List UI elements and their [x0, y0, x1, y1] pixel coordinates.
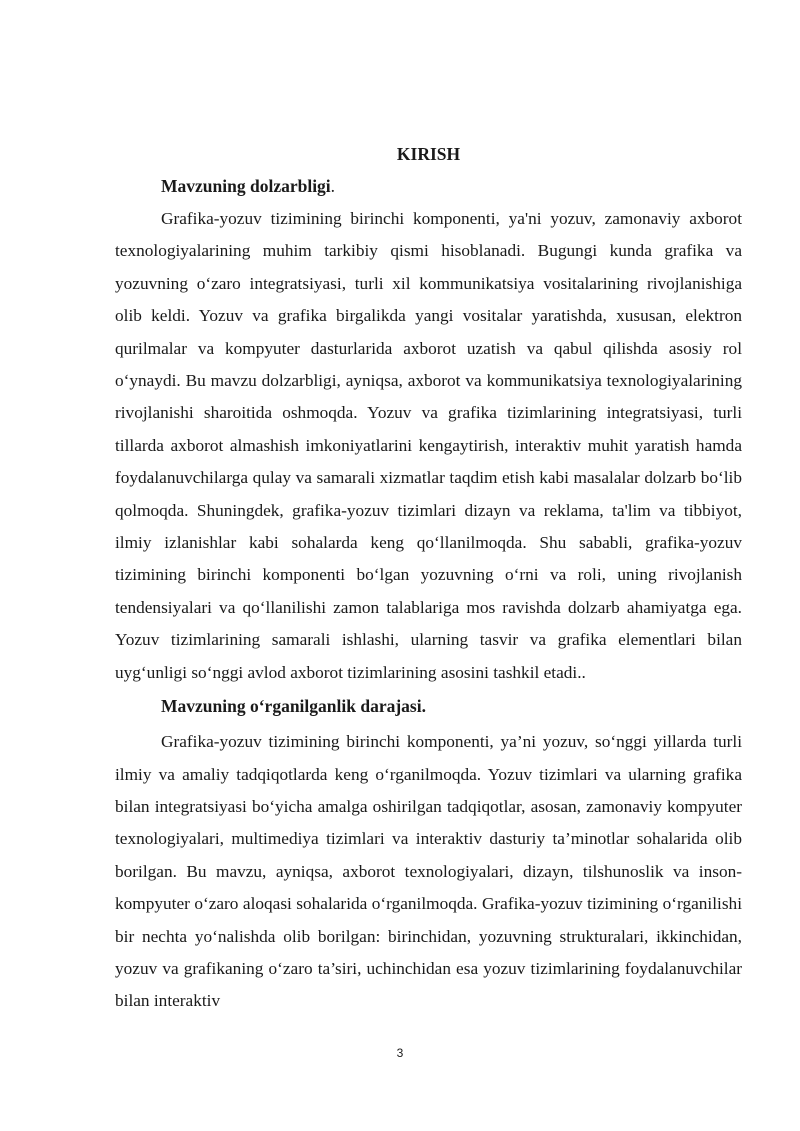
section-heading-relevance-suffix: . [330, 176, 336, 196]
page-title: KIRISH [396, 144, 461, 164]
section-heading-relevance [115, 176, 742, 196]
section-heading-relevance-text: Mavzuning dolzarbligi [161, 176, 331, 196]
section-heading-study-degree: Mavzuning o‘rganilganlik darajasi. [161, 696, 426, 717]
document-page [115, 144, 742, 1018]
section-paragraph-relevance: Grafika-yozuv tizimining birinchi komponenti, ya'ni yozuv, zamonaviy axborot texnologiyalarining muhim tarkibiy qismi hisoblanadi. Bugungi kunda grafika va yozuvning o‘zaro integratsiyasi, turli xil kommunikatsiya vositalarining rivojlanishiga olib keldi. Yozuv va grafika birgalikda yangi vositalar yaratishda, xususan, elektron qurilmalar va kompyuter dasturlarida axborot uzatish va qabul qilishda asosiy rol o‘ynaydi. Bu mavzu dolzarbligi, ayniqsa, axborot va kommunikatsiya texnologiyalarining rivojlanishi sharoitida oshmoqda. Yozuv va grafika tizimlarining integratsiyasi, turli tillarda axborot almashish imkoniyatlarini kengaytirish, interaktiv muhit yaratish hamda foydalanuvchilarga qulay va samarali xizmatlar taqdim etish kabi masalalar dolzarb bo‘lib qolmoqda. Shuningdek, grafika-yozuv tizimlari dizayn va reklama, ta'lim va tibbiyot, ilmiy izlanishlar kabi sohalarda keng qo‘llanilmoqda. Shu sababli, grafika-yozuv tizimining birinchi komponenti bo‘lgan yozuvning o‘rni va roli, uning rivojlanish tendensiyalari va qo‘llanilishi zamon talablariga mos ravishda dolzarb ahamiyatga ega. Yozuv tizimlarining samarali ishlashi, ularning tasvir va grafika elementlari bilan uyg‘unligi so‘nggi avlod axborot tizimlarining asosini tashkil etadi.. [115, 209, 742, 682]
section-paragraph-study-degree: Grafika-yozuv tizimining birinchi komponenti, ya’ni yozuv, so‘nggi yillarda turli ilmiy va amaliy tadqiqotlarda keng o‘rganilmoqda. Yozuv tizimlari va ularning grafika bilan integratsiyasi bo‘yicha amalga oshirilgan tadqiqotlar, asosan, zamonaviy kompyuter texnologiyalari, multimediya tizimlari va interaktiv dasturiy ta’minotlar sohalarida olib borilgan. Bu mavzu, ayniqsa, axborot texnologiyalari, dizayn, tilshunoslik va inson-kompyuter o‘zaro aloqasi sohalarida o‘rganilmoqda. Grafika-yozuv tizimining o‘rganilishi bir nechta yo‘nalishda olib borilgan: birinchidan, yozuvning strukturalari, ikkinchidan, yozuv va grafikaning o‘zaro ta’siri, uchinchidan esa yozuv tizimlarining foydalanuvchilar bilan interaktiv [115, 732, 742, 1011]
page-number: 3 [396, 1046, 404, 1060]
